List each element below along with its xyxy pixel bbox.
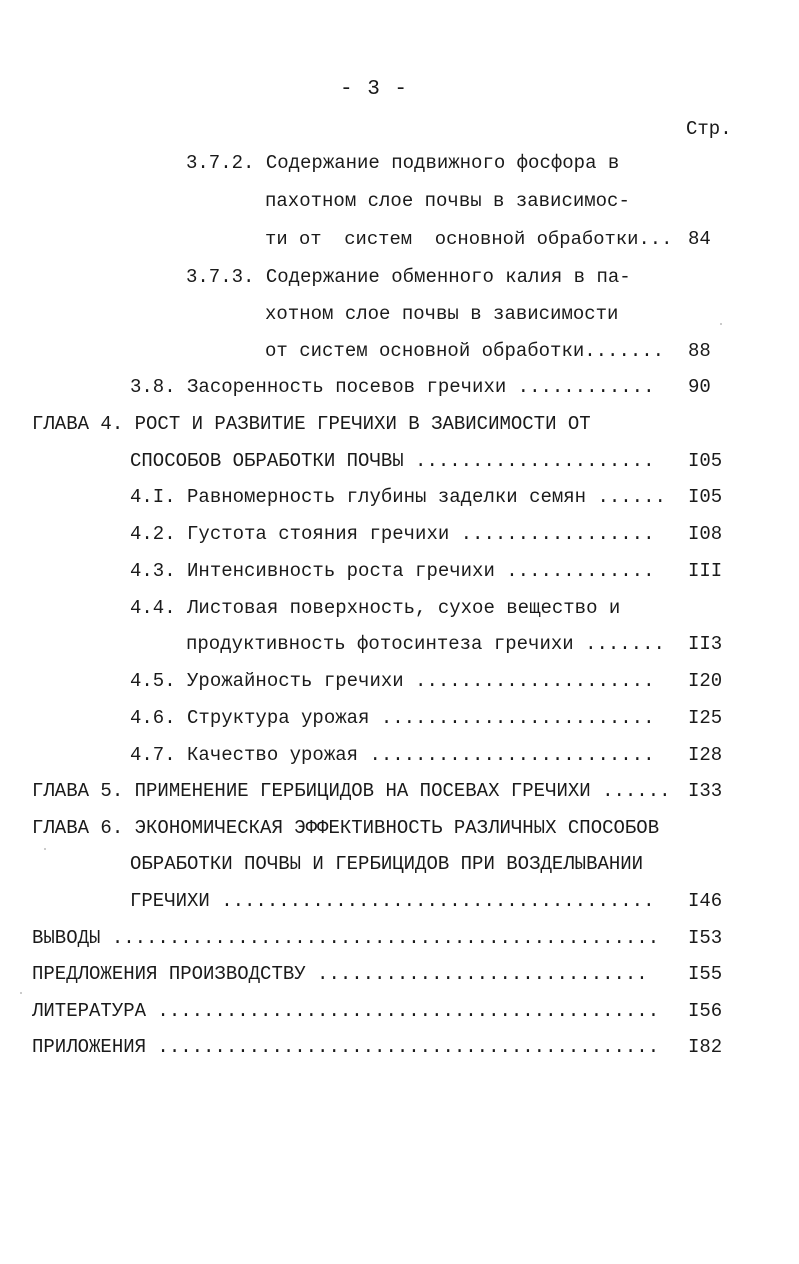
scan-speck <box>720 323 722 325</box>
toc-page-number: I82 <box>688 1036 723 1058</box>
toc-page-number: I46 <box>688 890 723 912</box>
toc-line: пахотном слое почвы в зависимос- <box>265 190 630 212</box>
scan-speck <box>20 992 22 994</box>
toc-line: 4.6. Структура урожая ........................ <box>130 707 655 729</box>
toc-page-number: I20 <box>688 670 723 692</box>
toc-line: 4.I. Равномерность глубины заделки семян ...... <box>130 486 666 508</box>
toc-line: 3.7.2. Содержание подвижного фосфора в <box>186 152 620 174</box>
toc-chapter-line: ГЛАВА 4. РОСТ И РАЗВИТИЕ ГРЕЧИХИ В ЗАВИСИМОСТИ ОТ <box>32 413 591 435</box>
toc-page-number: III <box>688 560 723 582</box>
toc-page-number: 88 <box>688 340 711 362</box>
toc-chapter-line: ВЫВОДЫ ................................................ <box>32 927 660 949</box>
toc-page-number: 84 <box>688 228 711 250</box>
toc-line: 3.7.3. Содержание обменного калия в па- <box>186 266 631 288</box>
toc-line: 4.4. Листовая поверхность, сухое вещество и <box>130 597 621 619</box>
toc-chapter-line: ГЛАВА 5. ПРИМЕНЕНИЕ ГЕРБИЦИДОВ НА ПОСЕВАХ ГРЕЧИХИ ...... <box>32 780 671 802</box>
toc-page-number: I05 <box>688 450 723 472</box>
toc-page-number: I53 <box>688 927 723 949</box>
toc-page-number: I25 <box>688 707 723 729</box>
toc-line: 4.2. Густота стояния гречихи ................. <box>130 523 655 545</box>
toc-line: 4.7. Качество урожая ......................... <box>130 744 655 766</box>
page-number: - 3 - <box>340 78 409 101</box>
toc-line: ти от систем основной обработки... <box>265 228 673 250</box>
toc-line: 3.8. Засоренность посевов гречихи ............ <box>130 376 655 398</box>
toc-page-number: I55 <box>688 963 723 985</box>
toc-page-number: I56 <box>688 1000 723 1022</box>
toc-chapter-line: СПОСОБОВ ОБРАБОТКИ ПОЧВЫ ..................... <box>130 450 655 472</box>
toc-line: хотном слое почвы в зависимости <box>265 303 619 325</box>
toc-chapter-line: ПРЕДЛОЖЕНИЯ ПРОИЗВОДСТВУ ............................. <box>32 963 648 985</box>
toc-page-number: I33 <box>688 780 723 802</box>
toc-chapter-line: ГЛАВА 6. ЭКОНОМИЧЕСКАЯ ЭФФЕКТИВНОСТЬ РАЗЛИЧНЫХ СПОСОБОВ <box>32 817 660 839</box>
toc-chapter-line: ОБРАБОТКИ ПОЧВЫ И ГЕРБИЦИДОВ ПРИ ВОЗДЕЛЫВАНИИ <box>130 853 644 875</box>
toc-line: 4.5. Урожайность гречихи ..................... <box>130 670 655 692</box>
toc-line: 4.3. Интенсивность роста гречихи ............. <box>130 560 655 582</box>
toc-chapter-line: ЛИТЕРАТУРА ............................................ <box>32 1000 660 1022</box>
toc-page-number: I28 <box>688 744 723 766</box>
toc-page-number: II3 <box>688 633 723 655</box>
toc-line: продуктивность фотосинтеза гречихи ....... <box>186 633 665 655</box>
toc-page-number: I05 <box>688 486 723 508</box>
toc-chapter-line: ГРЕЧИХИ ...................................... <box>130 890 655 912</box>
toc-page-number: I08 <box>688 523 723 545</box>
scan-speck <box>44 848 46 850</box>
toc-page-number: 90 <box>688 376 711 398</box>
toc-chapter-line: ПРИЛОЖЕНИЯ ............................................ <box>32 1036 660 1058</box>
toc-line: от систем основной обработки....... <box>265 340 665 362</box>
page-column-label: Стр. <box>686 118 732 140</box>
